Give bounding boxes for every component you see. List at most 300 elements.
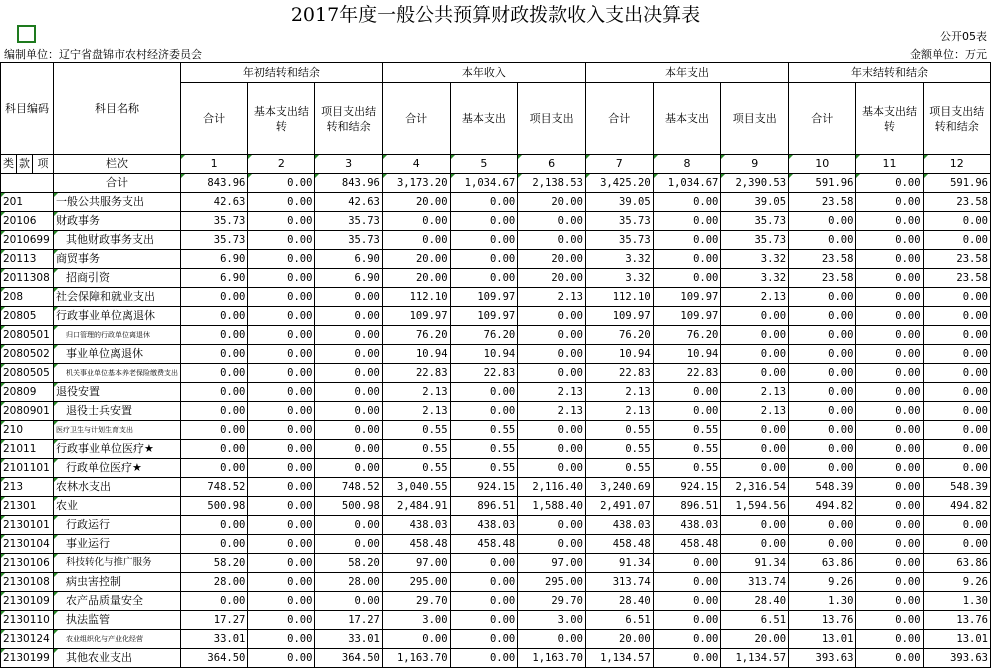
row-value-col-7: 2,491.07	[585, 497, 653, 516]
row-value-col-3: 35.73	[315, 212, 382, 231]
row-value-col-2: 0.00	[248, 592, 315, 611]
row-value-col-7: 0.55	[585, 459, 653, 478]
row-value-col-11: 0.00	[856, 611, 923, 630]
row-value-col-9: 6.51	[721, 611, 789, 630]
row-value-col-7: 458.48	[585, 535, 653, 554]
table-row[interactable]	[1, 478, 991, 497]
row-value-col-5: 0.55	[450, 421, 518, 440]
total-value-8: 1,034.67	[653, 174, 721, 193]
row-value-col-11: 0.00	[856, 630, 923, 649]
row-value-col-6: 0.00	[518, 630, 586, 649]
row-value-col-10: 0.00	[789, 440, 856, 459]
row-value-col-6: 0.00	[518, 345, 586, 364]
row-value-col-8: 109.97	[653, 307, 721, 326]
row-value-col-6: 0.00	[518, 326, 586, 345]
row-value-col-11: 0.00	[856, 535, 923, 554]
active-cell-cursor[interactable]	[17, 25, 36, 43]
row-name: 农业组织化与产业化经营	[53, 630, 180, 649]
row-value-col-11: 0.00	[856, 440, 923, 459]
row-value-col-7: 28.40	[585, 592, 653, 611]
row-value-col-2: 0.00	[248, 307, 315, 326]
row-value-col-9: 2.13	[721, 383, 789, 402]
row-value-col-8: 0.00	[653, 212, 721, 231]
row-value-col-4: 2,484.91	[382, 497, 450, 516]
row-value-col-10: 0.00	[789, 288, 856, 307]
row-value-col-9: 2.13	[721, 402, 789, 421]
row-value-col-10: 23.58	[789, 250, 856, 269]
row-value-col-12: 0.00	[923, 459, 990, 478]
total-label: 合计	[53, 174, 180, 193]
row-name: 机关事业单位基本养老保险缴费支出	[53, 364, 180, 383]
row-value-col-1: 0.00	[180, 516, 247, 535]
row-value-col-8: 0.00	[653, 592, 721, 611]
row-value-col-4: 295.00	[382, 573, 450, 592]
row-code: 2080502	[1, 345, 54, 364]
row-value-col-7: 112.10	[585, 288, 653, 307]
row-value-col-6: 2.13	[518, 383, 586, 402]
row-value-col-9: 2.13	[721, 288, 789, 307]
row-value-col-9: 35.73	[721, 212, 789, 231]
row-value-col-3: 28.00	[315, 573, 382, 592]
row-value-col-7: 2.13	[585, 383, 653, 402]
row-value-col-9: 0.00	[721, 459, 789, 478]
row-value-col-11: 0.00	[856, 383, 923, 402]
row-value-col-10: 0.00	[789, 212, 856, 231]
table-row[interactable]	[1, 288, 991, 307]
row-value-col-3: 0.00	[315, 440, 382, 459]
header-sub-8: 基本支出	[653, 83, 721, 155]
row-value-col-9: 1,134.57	[721, 649, 789, 668]
row-value-col-7: 35.73	[585, 212, 653, 231]
table-row[interactable]	[1, 231, 991, 250]
row-value-col-4: 22.83	[382, 364, 450, 383]
row-value-col-3: 0.00	[315, 516, 382, 535]
table-row[interactable]	[1, 402, 991, 421]
table-row[interactable]	[1, 535, 991, 554]
row-value-col-2: 0.00	[248, 250, 315, 269]
money-unit: 金额单位：万元	[910, 48, 987, 61]
row-name: 医疗卫生与计划生育支出	[53, 421, 180, 440]
row-name: 行政事业单位医疗★	[53, 440, 180, 459]
row-value-col-8: 10.94	[653, 345, 721, 364]
row-code: 2130101	[1, 516, 54, 535]
row-value-col-1: 33.01	[180, 630, 247, 649]
row-code: 2080505	[1, 364, 54, 383]
row-value-col-2: 0.00	[248, 193, 315, 212]
row-code: 20113	[1, 250, 54, 269]
header-sub-9: 项目支出	[721, 83, 789, 155]
row-value-col-7: 76.20	[585, 326, 653, 345]
row-value-col-5: 0.00	[450, 592, 518, 611]
row-value-col-8: 0.00	[653, 250, 721, 269]
column-number-10: 10	[789, 155, 856, 174]
row-value-col-12: 494.82	[923, 497, 990, 516]
row-value-col-6: 0.00	[518, 440, 586, 459]
row-value-col-5: 0.00	[450, 212, 518, 231]
header-lanci: 栏次	[53, 155, 180, 174]
row-value-col-10: 0.00	[789, 535, 856, 554]
row-value-col-9: 20.00	[721, 630, 789, 649]
row-value-col-1: 28.00	[180, 573, 247, 592]
row-value-col-4: 1,163.70	[382, 649, 450, 668]
row-value-col-11: 0.00	[856, 269, 923, 288]
row-value-col-12: 0.00	[923, 212, 990, 231]
row-code: 213	[1, 478, 54, 497]
row-value-col-8: 0.55	[653, 459, 721, 478]
row-value-col-12: 0.00	[923, 535, 990, 554]
row-value-col-1: 0.00	[180, 421, 247, 440]
row-value-col-5: 76.20	[450, 326, 518, 345]
row-value-col-2: 0.00	[248, 364, 315, 383]
row-value-col-2: 0.00	[248, 269, 315, 288]
row-value-col-12: 1.30	[923, 592, 990, 611]
row-value-col-12: 63.86	[923, 554, 990, 573]
row-value-col-8: 0.00	[653, 269, 721, 288]
row-value-col-2: 0.00	[248, 440, 315, 459]
table-row[interactable]	[1, 421, 991, 440]
table-row[interactable]	[1, 554, 991, 573]
row-value-col-11: 0.00	[856, 421, 923, 440]
row-value-col-3: 58.20	[315, 554, 382, 573]
row-value-col-9: 91.34	[721, 554, 789, 573]
row-value-col-4: 2.13	[382, 402, 450, 421]
column-number-8: 8	[653, 155, 721, 174]
row-value-col-7: 0.55	[585, 440, 653, 459]
row-value-col-12: 9.26	[923, 573, 990, 592]
row-value-col-12: 0.00	[923, 345, 990, 364]
row-value-col-12: 0.00	[923, 421, 990, 440]
row-value-col-6: 0.00	[518, 516, 586, 535]
row-value-col-8: 438.03	[653, 516, 721, 535]
row-value-col-4: 3,040.55	[382, 478, 450, 497]
row-value-col-7: 3,240.69	[585, 478, 653, 497]
row-value-col-2: 0.00	[248, 630, 315, 649]
row-value-col-5: 0.00	[450, 383, 518, 402]
row-value-col-2: 0.00	[248, 288, 315, 307]
row-value-col-11: 0.00	[856, 497, 923, 516]
table-row[interactable]	[1, 592, 991, 611]
total-value-7: 3,425.20	[585, 174, 653, 193]
table-row[interactable]	[1, 459, 991, 478]
row-name: 事业单位离退休	[53, 345, 180, 364]
row-value-col-4: 109.97	[382, 307, 450, 326]
reporting-unit: 编制单位：辽宁省盘锦市农村经济委员会	[4, 48, 202, 61]
row-value-col-9: 0.00	[721, 326, 789, 345]
row-value-col-11: 0.00	[856, 364, 923, 383]
row-value-col-7: 39.05	[585, 193, 653, 212]
row-value-col-2: 0.00	[248, 383, 315, 402]
row-value-col-2: 0.00	[248, 326, 315, 345]
row-value-col-1: 0.00	[180, 402, 247, 421]
row-value-col-11: 0.00	[856, 592, 923, 611]
total-value-11: 0.00	[856, 174, 923, 193]
row-value-col-2: 0.00	[248, 478, 315, 497]
row-value-col-11: 0.00	[856, 478, 923, 497]
row-value-col-6: 97.00	[518, 554, 586, 573]
row-name: 招商引资	[53, 269, 180, 288]
row-value-col-3: 0.00	[315, 592, 382, 611]
total-value-9: 2,390.53	[721, 174, 789, 193]
table-row[interactable]	[1, 269, 991, 288]
row-value-col-10: 1.30	[789, 592, 856, 611]
row-name: 商贸事务	[53, 250, 180, 269]
row-name: 行政事业单位离退休	[53, 307, 180, 326]
row-value-col-3: 6.90	[315, 250, 382, 269]
table-row[interactable]	[1, 250, 991, 269]
row-value-col-2: 0.00	[248, 421, 315, 440]
row-value-col-8: 76.20	[653, 326, 721, 345]
total-value-6: 2,138.53	[518, 174, 586, 193]
row-value-col-5: 109.97	[450, 307, 518, 326]
row-name: 事业运行	[53, 535, 180, 554]
row-name: 执法监管	[53, 611, 180, 630]
row-value-col-11: 0.00	[856, 288, 923, 307]
row-value-col-8: 0.00	[653, 649, 721, 668]
row-value-col-5: 0.00	[450, 611, 518, 630]
row-value-col-7: 3.32	[585, 269, 653, 288]
row-value-col-1: 364.50	[180, 649, 247, 668]
row-value-col-10: 548.39	[789, 478, 856, 497]
row-value-col-2: 0.00	[248, 212, 315, 231]
row-value-col-5: 896.51	[450, 497, 518, 516]
table-row[interactable]	[1, 212, 991, 231]
row-code: 20106	[1, 212, 54, 231]
row-value-col-11: 0.00	[856, 231, 923, 250]
table-row[interactable]	[1, 345, 991, 364]
row-code: 2130104	[1, 535, 54, 554]
row-value-col-12: 23.58	[923, 193, 990, 212]
header-lei: 类	[1, 155, 17, 174]
row-value-col-7: 438.03	[585, 516, 653, 535]
column-number-2: 2	[248, 155, 315, 174]
row-value-col-3: 0.00	[315, 364, 382, 383]
row-value-col-6: 20.00	[518, 250, 586, 269]
row-value-col-3: 0.00	[315, 288, 382, 307]
row-value-col-6: 20.00	[518, 193, 586, 212]
row-value-col-10: 0.00	[789, 383, 856, 402]
row-value-col-5: 458.48	[450, 535, 518, 554]
row-value-col-5: 0.00	[450, 193, 518, 212]
row-name: 退役士兵安置	[53, 402, 180, 421]
row-value-col-9: 3.32	[721, 250, 789, 269]
row-value-col-3: 0.00	[315, 326, 382, 345]
row-value-col-9: 0.00	[721, 535, 789, 554]
row-value-col-6: 2.13	[518, 288, 586, 307]
row-value-col-8: 0.00	[653, 611, 721, 630]
row-value-col-9: 0.00	[721, 440, 789, 459]
table-row[interactable]	[1, 611, 991, 630]
row-value-col-7: 10.94	[585, 345, 653, 364]
table-row[interactable]	[1, 630, 991, 649]
row-code: 20805	[1, 307, 54, 326]
row-value-col-12: 0.00	[923, 307, 990, 326]
row-name: 其他财政事务支出	[53, 231, 180, 250]
row-value-col-12: 23.58	[923, 250, 990, 269]
row-value-col-6: 0.00	[518, 212, 586, 231]
row-value-col-3: 17.27	[315, 611, 382, 630]
row-value-col-9: 0.00	[721, 364, 789, 383]
column-number-9: 9	[721, 155, 789, 174]
row-value-col-9: 35.73	[721, 231, 789, 250]
header-sub-4: 合计	[382, 83, 450, 155]
row-value-col-10: 23.58	[789, 193, 856, 212]
row-name: 一般公共服务支出	[53, 193, 180, 212]
row-value-col-3: 0.00	[315, 535, 382, 554]
row-value-col-1: 0.00	[180, 592, 247, 611]
row-value-col-8: 924.15	[653, 478, 721, 497]
row-value-col-4: 20.00	[382, 269, 450, 288]
row-value-col-2: 0.00	[248, 231, 315, 250]
row-value-col-4: 20.00	[382, 250, 450, 269]
row-value-col-5: 438.03	[450, 516, 518, 535]
row-value-col-7: 20.00	[585, 630, 653, 649]
row-value-col-12: 0.00	[923, 440, 990, 459]
row-value-col-4: 29.70	[382, 592, 450, 611]
form-number: 公开05表	[940, 30, 987, 43]
header-kuan: 款	[17, 155, 33, 174]
row-name: 行政运行	[53, 516, 180, 535]
header-sub-11: 基本支出结转	[856, 83, 923, 155]
row-value-col-1: 748.52	[180, 478, 247, 497]
row-value-col-10: 13.01	[789, 630, 856, 649]
row-value-col-8: 109.97	[653, 288, 721, 307]
table-row[interactable]	[1, 383, 991, 402]
row-value-col-8: 0.00	[653, 630, 721, 649]
row-value-col-1: 0.00	[180, 326, 247, 345]
row-name: 农产品质量安全	[53, 592, 180, 611]
row-value-col-7: 6.51	[585, 611, 653, 630]
row-value-col-10: 0.00	[789, 364, 856, 383]
table-row[interactable]	[1, 364, 991, 383]
row-value-col-1: 35.73	[180, 231, 247, 250]
row-value-col-3: 0.00	[315, 345, 382, 364]
row-value-col-3: 500.98	[315, 497, 382, 516]
row-value-col-8: 458.48	[653, 535, 721, 554]
row-value-col-3: 0.00	[315, 307, 382, 326]
row-code: 2130110	[1, 611, 54, 630]
report-title: 2017年度一般公共预算财政拨款收入支出决算表	[290, 4, 701, 26]
row-value-col-2: 0.00	[248, 535, 315, 554]
row-value-col-2: 0.00	[248, 402, 315, 421]
total-value-2: 0.00	[248, 174, 315, 193]
table-row[interactable]	[1, 326, 991, 345]
header-name: 科目名称	[53, 63, 180, 155]
row-value-col-5: 0.00	[450, 231, 518, 250]
row-code: 20809	[1, 383, 54, 402]
row-value-col-12: 0.00	[923, 231, 990, 250]
row-value-col-11: 0.00	[856, 554, 923, 573]
row-value-col-11: 0.00	[856, 250, 923, 269]
row-code: 210	[1, 421, 54, 440]
row-value-col-1: 17.27	[180, 611, 247, 630]
row-value-col-4: 438.03	[382, 516, 450, 535]
row-value-col-8: 0.00	[653, 193, 721, 212]
row-value-col-11: 0.00	[856, 516, 923, 535]
row-code: 2130199	[1, 649, 54, 668]
row-value-col-12: 548.39	[923, 478, 990, 497]
row-value-col-3: 33.01	[315, 630, 382, 649]
table-row[interactable]	[1, 573, 991, 592]
table-row[interactable]	[1, 497, 991, 516]
row-code: 2101101	[1, 459, 54, 478]
table-row[interactable]	[1, 193, 991, 212]
row-code: 2011308	[1, 269, 54, 288]
row-value-col-5: 0.55	[450, 440, 518, 459]
row-value-col-1: 0.00	[180, 288, 247, 307]
row-value-col-1: 0.00	[180, 364, 247, 383]
row-name: 归口管理的行政单位离退休	[53, 326, 180, 345]
row-code: 21301	[1, 497, 54, 516]
row-value-col-6: 0.00	[518, 421, 586, 440]
row-value-col-6: 3.00	[518, 611, 586, 630]
table-row[interactable]	[1, 440, 991, 459]
row-value-col-11: 0.00	[856, 459, 923, 478]
row-value-col-8: 0.00	[653, 402, 721, 421]
row-value-col-9: 0.00	[721, 307, 789, 326]
total-value-5: 1,034.67	[450, 174, 518, 193]
row-code: 2080501	[1, 326, 54, 345]
row-value-col-1: 58.20	[180, 554, 247, 573]
row-value-col-10: 0.00	[789, 402, 856, 421]
row-value-col-4: 20.00	[382, 193, 450, 212]
header-sub-3: 项目支出结转和结余	[315, 83, 382, 155]
row-name: 行政单位医疗★	[53, 459, 180, 478]
table-row[interactable]	[1, 649, 991, 668]
row-value-col-6: 295.00	[518, 573, 586, 592]
column-number-11: 11	[856, 155, 923, 174]
row-value-col-2: 0.00	[248, 345, 315, 364]
column-number-12: 12	[923, 155, 990, 174]
table-row[interactable]	[1, 307, 991, 326]
row-value-col-2: 0.00	[248, 497, 315, 516]
row-value-col-9: 2,316.54	[721, 478, 789, 497]
row-code: 208	[1, 288, 54, 307]
row-value-col-10: 0.00	[789, 307, 856, 326]
row-value-col-11: 0.00	[856, 326, 923, 345]
header-sub-7: 合计	[585, 83, 653, 155]
row-value-col-6: 1,588.40	[518, 497, 586, 516]
row-value-col-12: 13.01	[923, 630, 990, 649]
row-code: 2130124	[1, 630, 54, 649]
budget-table	[0, 62, 991, 668]
row-name: 农业	[53, 497, 180, 516]
row-value-col-4: 2.13	[382, 383, 450, 402]
row-value-col-12: 13.76	[923, 611, 990, 630]
row-value-col-6: 1,163.70	[518, 649, 586, 668]
row-code: 2010699	[1, 231, 54, 250]
row-value-col-9: 39.05	[721, 193, 789, 212]
row-value-col-10: 494.82	[789, 497, 856, 516]
row-value-col-8: 0.00	[653, 554, 721, 573]
table-row[interactable]	[1, 516, 991, 535]
row-value-col-6: 2,116.40	[518, 478, 586, 497]
row-value-col-7: 313.74	[585, 573, 653, 592]
row-value-col-11: 0.00	[856, 193, 923, 212]
row-value-col-2: 0.00	[248, 554, 315, 573]
total-value-3: 843.96	[315, 174, 382, 193]
row-value-col-3: 42.63	[315, 193, 382, 212]
column-number-3: 3	[315, 155, 382, 174]
row-value-col-9: 0.00	[721, 421, 789, 440]
row-value-col-10: 13.76	[789, 611, 856, 630]
row-value-col-11: 0.00	[856, 212, 923, 231]
row-value-col-6: 0.00	[518, 307, 586, 326]
header-sub-6: 项目支出	[518, 83, 586, 155]
row-value-col-5: 0.00	[450, 402, 518, 421]
row-value-col-8: 0.00	[653, 231, 721, 250]
row-value-col-1: 500.98	[180, 497, 247, 516]
row-value-col-7: 3.32	[585, 250, 653, 269]
